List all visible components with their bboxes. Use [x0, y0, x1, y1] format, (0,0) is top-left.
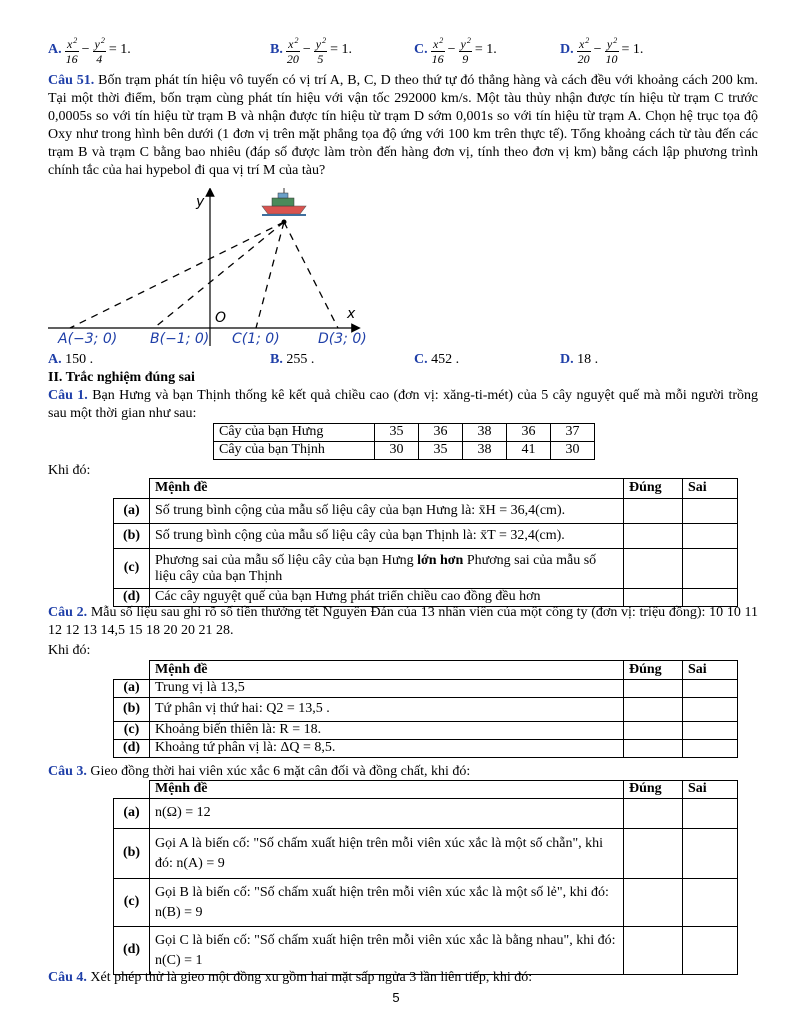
answer-cell[interactable] [683, 499, 738, 524]
table-row: Cây của bạn Hưng 35 36 38 36 37 [214, 424, 595, 442]
answer-cell[interactable] [624, 524, 683, 549]
answer-cell[interactable] [683, 829, 738, 879]
c3-question: Câu 3. Gieo đồng thời hai viên xúc xắc 6 mặt cân đối và đồng chất, khi đó: [48, 764, 471, 779]
table-row: Mệnh đề Đúng Sai [114, 479, 738, 499]
hyperbola-figure [48, 188, 378, 350]
q50-option-d: D. $\frac{x^2}{20}$ − $\frac{y^2}{10}$ = 1. [560, 36, 644, 66]
c1-question: Câu 1. Bạn Hưng và bạn Thịnh thống kê kết quả chiều cao (đơn vị: xăng-ti-mét) của 5 cây nguyệt quế mà mỗi người trồng sau một thời gian như sau: [48, 388, 759, 421]
answer-cell[interactable] [624, 549, 683, 589]
answer-cell[interactable] [624, 698, 683, 722]
q50-option-b: B. $\frac{x^2}{20}$ − $\frac{y^2}{5}$ = 1. [270, 36, 352, 66]
answer-cell[interactable] [683, 879, 738, 927]
table-row: (b) Tứ phân vị thứ hai: Q2 = 13,5 . [114, 698, 738, 722]
point-b-label: B(−1; 0) [150, 331, 210, 347]
origin-label: O [215, 310, 227, 326]
answer-cell[interactable] [683, 698, 738, 722]
q50-option-c: C. $\frac{x^2}{16}$ − $\frac{y^2}{9}$ = 1. [414, 36, 497, 66]
table-row: (d) Khoảng tứ phân vị là: ΔQ = 8,5. [114, 740, 738, 758]
line-ship-a [70, 222, 284, 328]
point-d-label: D(3; 0) [318, 331, 367, 347]
table-row: (a) n(Ω) = 12 [114, 799, 738, 829]
table-row: (a) Số trung bình cộng của mẫu số liệu cây của bạn Hưng là: x̄H = 36,4(cm). [114, 499, 738, 524]
answer-cell[interactable] [624, 680, 683, 698]
answer-cell[interactable] [624, 499, 683, 524]
answer-cell[interactable] [683, 740, 738, 758]
line-ship-c [256, 222, 284, 328]
y-label: y [196, 194, 205, 210]
q51-question: Câu 51. Bốn trạm phát tín hiệu vô tuyến có vị trí A, B, C, D theo thứ tự đó thẳng hàng và cách đều với khoảng cách 200 km. Tại một thời điểm, bốn trạm cùng phát tín hiệu với vận tốc 292000 km/s. Một tàu thủy nhận được tín hiệu từ trạm C trước 0,0005s so với tín hiệu từ trạm B và nhận được tín hiệu từ trạm D sớm 0,001s so với tín hiệu từ trạm A. Chọn hệ trục tọa độ Oxy như trong hình bên dưới (1 đơn vị trên mặt phẳng tọa độ ứng với 100 km trên thực tế). Tổng khoảng cách từ tàu đến các trạm B và trạm C bằng bao nhiêu (đáp số được làm tròn đến hàng đơn vị, tính theo đơn vị km) bằng cách lập phương trình chính tắc của hai hypebol đi qua vị trí M của tàu? [48, 73, 758, 178]
answer-cell[interactable] [624, 740, 683, 758]
table-row: (d) Các cây nguyệt quế của bạn Hưng phát triển chiều cao đồng đều hơn [114, 589, 738, 607]
c3-statements-table [113, 780, 738, 975]
table-row: (c) Khoảng biến thiên là: R = 18. [114, 722, 738, 740]
table-row: Mệnh đề Đúng Sai [114, 661, 738, 680]
table-row: (c) Phương sai của mẫu số liệu cây của bạn Hưng lớn hơn Phương sai của mẫu số liệu cây của bạn Thịnh [114, 549, 738, 589]
point-a-label: A(−3; 0) [58, 331, 118, 347]
c2-question: Câu 2. Mẫu số liệu sau ghi rõ số tiền thưởng tết Nguyên Đán của 13 nhân viên của một công ty (đơn vị: triệu đồng): 10 10 11 12 12 13 14,5 15 18 20 20 21 28. [48, 605, 759, 638]
c2-statements-table [113, 660, 738, 758]
c1-data-table [213, 423, 595, 460]
q51-options: A. 150 . B. 255 . C. 452 . D. 18 . [48, 352, 599, 367]
signal-lines [70, 222, 338, 328]
answer-cell[interactable] [624, 799, 683, 829]
answer-cell[interactable] [624, 722, 683, 740]
answer-cell[interactable] [683, 799, 738, 829]
answer-cell[interactable] [683, 927, 738, 975]
x-label: x [347, 306, 356, 322]
q50-option-a: A. $\frac{x^2}{16}$ − $\frac{y^2}{4}$ = 1. [48, 36, 131, 66]
section-heading: II. Trắc nghiệm đúng sai [48, 370, 195, 385]
answer-cell[interactable] [624, 927, 683, 975]
answer-cell[interactable] [624, 829, 683, 879]
q50-options [48, 30, 748, 70]
answer-cell[interactable] [683, 549, 738, 589]
table-row: (c) Gọi B là biến cố: "Số chấm xuất hiện trên mỗi viên xúc xắc là một số lẻ", khi đó: n(B) = 9 [114, 879, 738, 927]
page-number: 5 [392, 990, 400, 1005]
c1-khi-do: Khi đó: [48, 463, 91, 478]
ship-icon [262, 188, 306, 225]
table-row: (a) Trung vị là 13,5 [114, 680, 738, 698]
line-ship-d [284, 222, 338, 328]
table-row: Mệnh đề Đúng Sai [114, 781, 738, 799]
c1-statements-table [113, 478, 738, 607]
answer-cell[interactable] [683, 722, 738, 740]
table-row: (b) Gọi A là biến cố: "Số chấm xuất hiện trên mỗi viên xúc xắc là một số chẵn", khi đó: n(A) = 9 [114, 829, 738, 879]
table-row: Cây của bạn Thịnh 30 35 38 41 30 [214, 442, 595, 460]
table-row: (d) Gọi C là biến cố: "Số chấm xuất hiện trên mỗi viên xúc xắc là bằng nhau", khi đó: n(C) = 1 [114, 927, 738, 975]
point-c-label: C(1; 0) [232, 331, 280, 347]
answer-cell[interactable] [683, 524, 738, 549]
c2-khi-do: Khi đó: [48, 643, 91, 658]
answer-cell[interactable] [624, 879, 683, 927]
table-row: (b) Số trung bình cộng của mẫu số liệu cây của bạn Thịnh là: x̄T = 32,4(cm). [114, 524, 738, 549]
c4-question: Câu 4. Xét phép thử là gieo một đồng xu gồm hai mặt sấp ngửa 3 lần liên tiếp, khi đó: [48, 970, 533, 985]
answer-cell[interactable] [683, 680, 738, 698]
